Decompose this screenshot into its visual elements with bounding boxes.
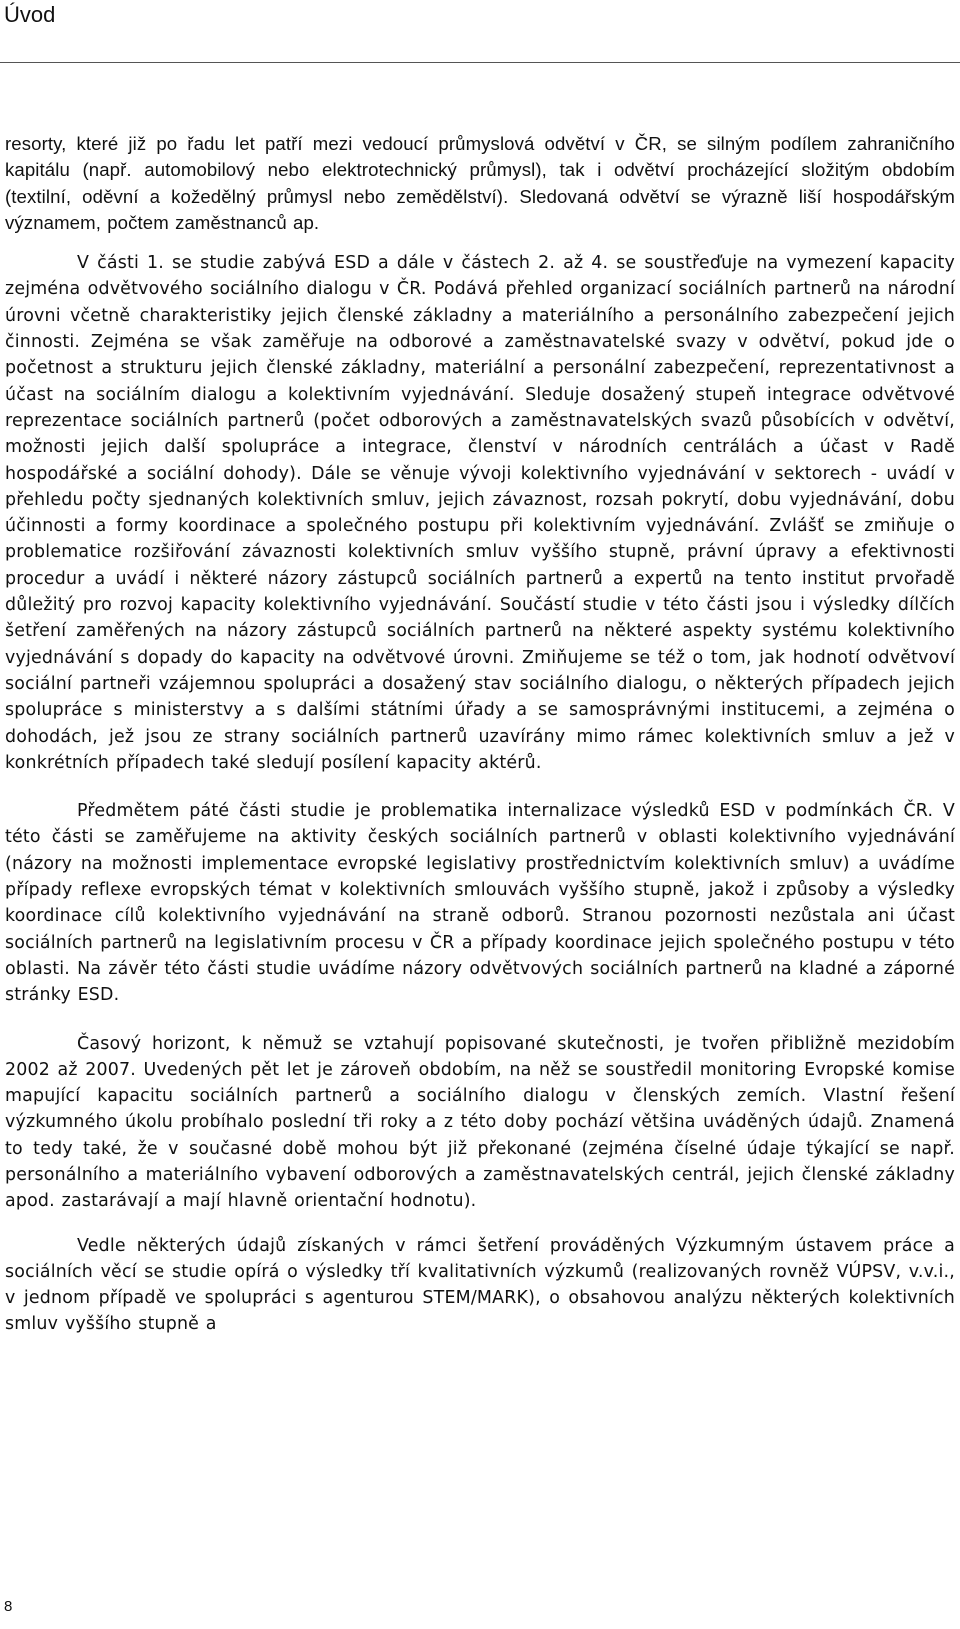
- paragraph-esd-internalization: Předmětem páté části studie je problematika internalizace výsledků ESD v podmínkách ČR. V této části se zaměřujeme na aktivity českých sociálních partnerů v oblasti kolektivního vyjednávání (názory na možnosti implementace evropské legislativy prostřednictvím kolektivních smluv) a uvádíme případy reflexe evropských témat v kolektivních smlouvách vyššího stupně, jakož i způsoby a výsledky koordinace cílů kolektivního vyjednávání na straně odborů. Stranou pozornosti nezůstala ani účast sociálních partnerů na legislativním procesu v ČR a případy koordinace jejich společného postupu v této oblasti. Na závěr této části studie uvádíme názory odvětvových sociálních partnerů na kladné a záporné stránky ESD.: [5, 801, 955, 1006]
- paragraph-study-parts: V části 1. se studie zabývá ESD a dále v částech 2. až 4. se soustřeďuje na vymezení kapacity zejména odvětvového sociálního dialogu v ČR. Podává přehled organizací sociálních partnerů na národní úrovni včetně charakteristiky jejich členské základny a materiálního a personálního zabezpečení jejich činnosti. Zejména se však zaměřuje na odborové a zaměstnavatelské svazy v odvětví, pokud jde o početnost a strukturu jejich členské základny, materiální a personální zabezpečení, reprezentativnost a účast na sociálním dialogu a kolektivním vyjednávání. Sleduje dosažený stupeň integrace odvětvové reprezentace sociálních partnerů (počet odborových a zaměstnavatelských svazů působících v odvětví, možnosti jejich další spolupráce a integrace, členství v národních centrálách a účast v Radě hospodářské a sociální dohody). Dále se věnuje vývoji kolektivního vyjednávání v sektorech - uvádí v přehledu počty sjednaných kolektivních smluv, jejich závaznost, rozsah pokrytí, dobu vyjednávání, dobu účinnosti a formy koordinace a společného postupu při kolektivním vyjednávání. Zvlášť se zmiňuje o problematice rozšiřování závaznosti kolektivních smluv vyššího stupně, právní úpravy a efektivnosti procedur a uvádí i některé názory zástupců sociálních partnerů a expertů na tento institut prvořadě důležitý pro rozvoj kapacity kolektivního vyjednávání. Součástí studie v této části jsou i výsledky dílčích šetření zaměřených na názory zástupců sociálních partnerů na některé aspekty systému kolektivního vyjednávání s dopady do kapacity na odvětvové úrovni. Zmiňujeme se též o tom, jak hodnotí odvětvoví sociální partneři vzájemnou spolupráci a dosažený stav sociálního dialogu, o některých případech jejich spolupráce s ministerstvy a s dalšími státními úřady a se samosprávnými institucemi, a zejména o dohodách, jež jsou ze strany sociálních partnerů uzavírány mimo rámec kolektivních smluv a jež v konkrétních případech také sledují posílení kapacity aktérů.: [5, 253, 955, 773]
- paragraph-continuation: resorty, které již po řadu let patří mezi vedoucí průmyslová odvětví v ČR, se silným podílem zahraničního kapitálu (např. automobilový nebo elektrotechnický průmysl), tak i odvětví procházející složitým obdobím (textilní, oděvní a kožedělný průmysl nebo zemědělství). Sledovaná odvětví se výrazně liší hospodářským významem, počtem zaměstnanců ap.: [5, 133, 955, 233]
- page-header-title: Úvod: [4, 2, 56, 27]
- page-number: 8: [4, 1598, 13, 1615]
- paragraph-time-horizon: Časový horizont, k němuž se vztahují popisované skutečnosti, je tvořen přibližně mezidobím 2002 až 2007. Uvedených pět let je zároveň obdobím, na něž se soustředil monitoring Evropské komise mapující kapacitu sociálních partnerů a sociálního dialogu v členských zemích. Vlastní řešení výzkumného úkolu probíhalo poslední tři roky a z této doby pochází většina uváděných údajů. Znamená to tedy také, že v současné době mohou být již překonané (zejména číselné údaje týkající se např. personálního a materiálního vybavení odborových a zaměstnavatelských centrál, jejich členské základny apod. zastarávají a mají hlavně orientační hodnotu).: [5, 1033, 955, 1212]
- header-divider: [0, 62, 960, 63]
- document-body: [5, 131, 955, 1338]
- paragraph-sources: Vedle některých údajů získaných v rámci šetření prováděných Výzkumným ústavem práce a sociálních věcí se studie opírá o výsledky tří kvalitativních výzkumů (realizovaných rovněž VÚPSV, v.v.i., v jednom případě ve spolupráci s agenturou STEM/MARK), o obsahovou analýzu některých kolektivních smluv vyššího stupně a: [5, 1235, 955, 1335]
